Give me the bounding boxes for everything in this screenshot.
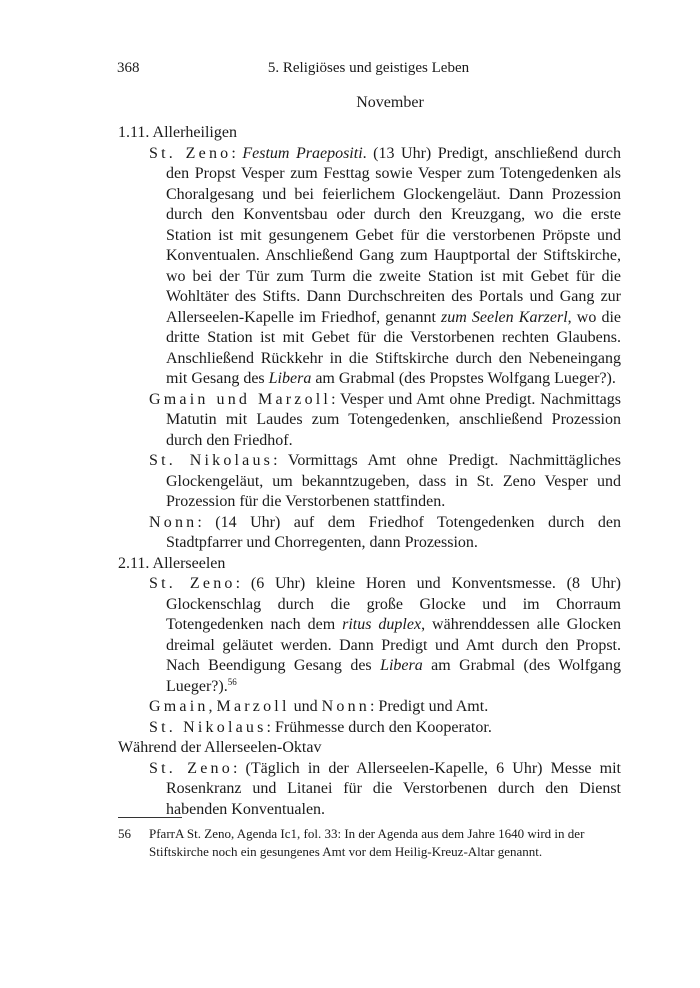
month-title: November [356,94,424,111]
entry-text: . (13 Uhr) Predigt, anschließend durch den Propst Vesper zum Festtag sowie Vesper zum Totengedenken als Choralgesang und bei feierlichem Glockengeläut. Dann Prozession durch den Konventsbau oder durch den Kreuzgang, wo die erste Station ist mit gesungenem Gebet für die verstorbenen Pröpste und Konventualen. Anschließend Gang zum Hauptportal der Stiftskirche, wo bei der Tür zum Turm die zweite Station ist mit Gebet für die Wohltäter des Stifts. Dann Durchschreiten des Portals und Gang zur Allerseelen-Kapelle im Friedhof, genannt [166,144,621,326]
footnote-reference[interactable]: 56 [227,676,237,687]
entry-text: : (Täglich in der Allerseelen-Kapelle, 6 Uhr) Messe mit Rosenkranz und Litanei für die Verstorbenen durch den Dienst habenden Konventualen. [166,759,621,818]
place-name: St. Zeno [149,759,233,777]
entry-text: : Vesper und Amt ohne Predigt. Nachmittags Matutin mit Laudes zum Totengedenken, anschließend Prozession durch den Friedhof. [166,390,621,449]
feast-name: Festum Praepositi [242,144,363,162]
entry-text: : Frühmesse durch den Kooperator. [266,718,492,736]
day-heading-allerheiligen: 1.11. Allerheiligen [118,124,237,141]
entry-st-zeno-octave [118,759,621,821]
place-name: Nonn [321,698,370,715]
entry-text: : (14 Uhr) auf dem Friedhof Totengedenken durch den Stadtpfarrer und Chorregenten, dann Prozession. [166,513,621,551]
place-name: Nonn [149,513,198,531]
rite-name: ritus duplex [342,616,422,633]
day-heading-allerseelen: 2.11. Allerseelen [118,554,226,572]
entry-st-nikolaus-allerseelen [118,718,621,739]
separator: und [289,698,322,715]
entry-text: : Predigt und Amt. [369,698,489,715]
page-header [117,60,620,80]
chant-name: Libera [268,370,312,387]
place-name: Gmain [149,698,209,715]
entry-nonn-allerheiligen [118,513,621,554]
entry-text: , währenddessen alle Glocken dreimal geläutet werden. Dann Predigt und Amt durch den Propst. Nach Beendigung Gesang des [166,616,621,674]
place-name: St. Nikolaus [149,452,274,469]
separator: , [208,698,217,715]
separator: : [231,144,243,162]
place-name: Marzoll [216,698,290,715]
chapel-name: zum Seelen Karzerl [441,308,568,326]
place-name: St. Zeno [149,575,236,592]
entry-st-nikolaus-allerheiligen [118,451,621,513]
entry-st-zeno-allerheiligen [118,144,621,390]
footnote-text: PfarrA St. Zeno, Agenda Ic1, fol. 33: In der Agenda aus dem Jahre 1640 wird in der Stiftskirche noch ein gesungenes Amt vor dem Heilig-Kreuz-Altar genannt. [149,826,585,859]
footnote-number: 56 [118,826,131,841]
octave-heading: Während der Allerseelen-Oktav [118,739,322,756]
entry-gmain-marzoll-nonn-allerseelen [118,697,621,718]
place-name: St. Nikolaus [149,718,267,736]
entry-gmain-marzoll-allerheiligen [118,390,621,452]
footnote [118,825,621,861]
entry-text: : (6 Uhr) kleine Horen und Konventsmesse. (8 Uhr) Glockenschlag durch die große Glocke und im Chorraum Totengedenken nach dem [166,575,622,633]
calendar-body [118,123,621,820]
entry-st-zeno-allerseelen [118,574,621,697]
entry-text: : Vormittags Amt ohne Predigt. Nachmittägliches Glockengeläut, um bekanntzugeben, dass in St. Zeno Vesper und Prozession für die Verstorbenen stattfinden. [166,452,621,510]
running-head: 5. Religiöses und geistiges Leben [267,60,470,76]
entry-text: am Grabmal (des Propstes Wolfgang Lueger?). [311,370,616,387]
footnote-rule [118,817,182,818]
place-name: St. Zeno [149,144,232,162]
entry-text: am Grabmal (des Wolfgang Lueger?). [166,657,621,695]
entry-text: , wo die dritte Station ist mit Gebet für die Verstorbenen rechten Glaubens. Anschließend Rückkehr in die Stiftskirche durch den Nebeneingang mit Gesang des [166,308,621,387]
place-name: Gmain und Marzoll [149,390,332,408]
chant-name: Libera [380,657,423,674]
page-number: 368 [117,60,140,76]
